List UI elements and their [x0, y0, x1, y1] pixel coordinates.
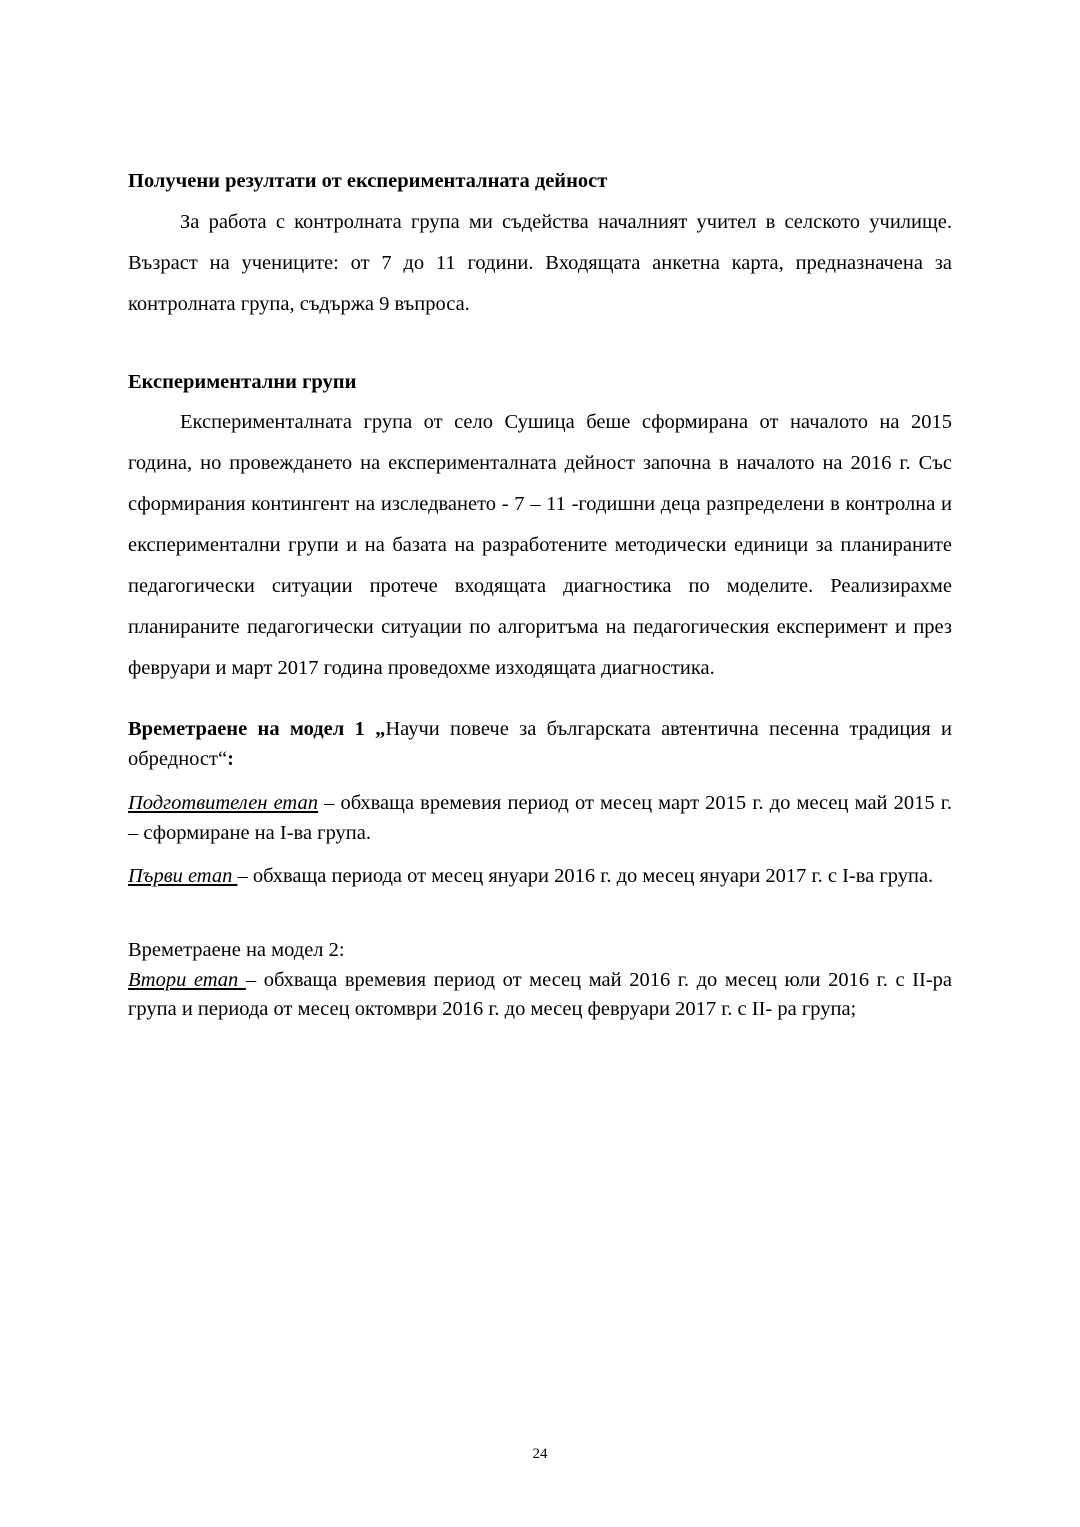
model1-stage-preparatory-text: – обхваща времевия период от месец март 2015 г. до месец май 2015 г. – сформиране на I-ва група.: [128, 791, 952, 844]
model1-stage-first-text: – обхваща периода от месец януари 2016 г. до месец януари 2017 г. с I-ва група.: [237, 865, 934, 888]
model1-title-rest: Научи повече за българската автентична песенна традиция и обредност: [128, 718, 952, 771]
model1-stage-first-label: Първи етап: [128, 865, 238, 888]
model1-title: [128, 715, 952, 774]
page-number: 24: [532, 1446, 548, 1462]
model2-stage-second-text: – обхваща времевия период от месец май 2016 г. до месец юли 2016 г. с II-ра група и периода от месец октомври 2016 г. до месец февруари 2017 г. с II- ра група;: [128, 968, 952, 1021]
spacer: [128, 325, 952, 369]
spacer: [128, 689, 952, 715]
model1-stage-first: [128, 862, 952, 892]
paragraph-experimental-groups: Експерименталната група от село Сушица беше сформирана от началото на 2015 година, но провеждането на експерименталната дейност започна в началото на 2016 г. Със сформирания контингент на изследването - 7 – 11 -годишни деца разпределени в контролна и експериментални групи и на базата на разработените методически единици за планираните педагогически ситуации протече входящата диагностика по моделите. Реализирахме планираните педагогически ситуации по алгоритъма на педагогическия експеримент и през февруари и март 2017 година проведохме изходящата диагностика.: [128, 411, 952, 680]
model1-title-bold: Времетраене на модел 1 „: [128, 718, 386, 741]
paragraph-control-group: За работа с контролната група ми съдейства началният учител в селското училище. Възраст на учениците: от 7 до 11 години. Входящата анкетна карта, предназначена за контролната група, съдържа 9 въпроса.: [128, 210, 952, 315]
model2-title: Времетраене на модел 2:: [128, 938, 345, 961]
spacer: [128, 892, 952, 936]
section-heading-experimental-groups: Експериментални групи: [128, 370, 357, 393]
section-heading-results: Получени резултати от експерименталната дейност: [128, 170, 608, 192]
model2-stage-second: [128, 966, 952, 1025]
model2-stage-second-label: Втори етап: [128, 968, 246, 991]
spacer: [128, 775, 952, 789]
model1-title-colon: :: [227, 748, 234, 771]
model1-stage-preparatory: [128, 789, 952, 848]
spacer: [128, 848, 952, 862]
model1-title-quote: “: [217, 748, 228, 771]
model1-stage-preparatory-label: Подготвителен етап: [128, 791, 318, 814]
